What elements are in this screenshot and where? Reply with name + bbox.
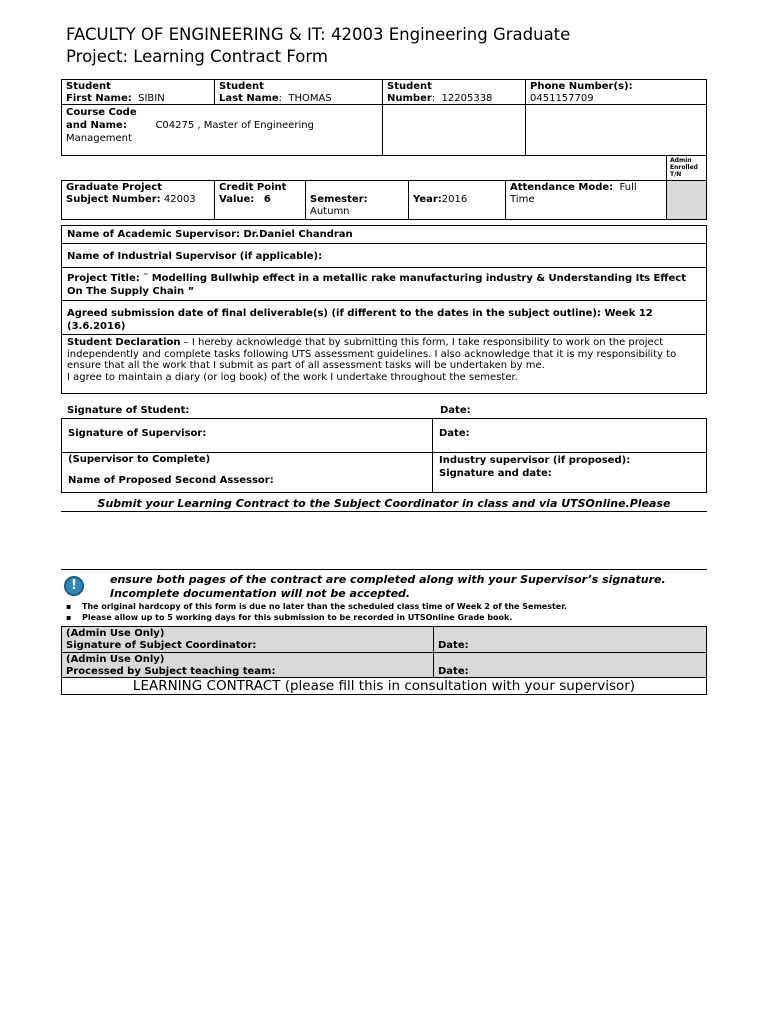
first-name-value: SIBIN [138, 93, 165, 104]
supervisor-date-label: Date: [439, 428, 470, 439]
phone-value: 0451157709 [530, 93, 594, 104]
supervisor-complete-label: (Supervisor to Complete) [68, 454, 211, 465]
year-cell[interactable] [408, 180, 506, 220]
student-number-cell[interactable]: Student Number: 12205338 [382, 79, 526, 105]
credit-label1: Credit Point [219, 182, 287, 193]
declaration-text2: independently and complete tasks following UTS assessment guidelines. I also acknowledge that it is my responsibility to [67, 348, 677, 360]
coordinator-signature-label: Signature of Subject Coordinator: [66, 640, 257, 651]
supervisor-date-cell[interactable] [432, 418, 707, 453]
first-name-label1: Student [66, 81, 111, 92]
subject-number-value: 42003 [163, 194, 196, 205]
bullet-item-1: ▪ The original hardcopy of this form is due no later than the scheduled class time of Week 2 of the Semester. [66, 602, 568, 611]
form-title-line2: Project: Learning Contract Form [66, 47, 328, 66]
credit-label2: Value: [219, 194, 255, 205]
declaration-text4: I agree to maintain a diary (or log book) of the work I undertake throughout the semester. [67, 371, 518, 383]
processed-date-cell[interactable] [433, 652, 707, 678]
warning-line1: ensure both pages of the contract are completed along with your Supervisor’s signature. [110, 573, 666, 586]
student-signature-label[interactable]: Signature of Student: [67, 405, 190, 416]
attendance-value1: Full [619, 182, 637, 193]
attendance-label: Attendance Mode: [510, 182, 614, 193]
admin-enrolled-line1: Admin [670, 157, 692, 164]
attendance-cell[interactable] [505, 180, 667, 220]
year-value: 2016 [441, 194, 468, 205]
admin-use-only-2: (Admin Use Only) [66, 654, 165, 665]
bullet-list [66, 601, 567, 623]
admin-enrolled-label [666, 155, 707, 181]
project-title-line1: Project Title: ¨ Modelling Bullwhip effect in a metallic rake manufacturing industry & Understanding Its Effect [67, 273, 686, 284]
submission-line1: Agreed submission date of final deliverable(s) (if different to the dates in the subject outline): Week 12 [67, 308, 653, 319]
submission-line2: (3.6.2016) [67, 321, 126, 332]
coordinator-date-label: Date: [438, 640, 469, 651]
student-signature-date[interactable]: Date: [440, 405, 471, 416]
supervisor-signature-cell[interactable] [61, 418, 433, 453]
last-name-label1: Student [219, 81, 264, 92]
credit-value: 6 [263, 194, 271, 205]
form-title-line1: FACULTY OF ENGINEERING & IT: 42003 Engineering Graduate [66, 25, 571, 44]
student-number-label2: Number [387, 93, 432, 104]
industry-supervisor-cell[interactable] [432, 452, 707, 493]
coordinator-date-cell[interactable] [433, 626, 707, 653]
student-first-name-cell[interactable] [61, 79, 215, 105]
industry-supervisor-label: Industry supervisor (if proposed): [439, 455, 631, 466]
second-assessor-label: Name of Proposed Second Assessor: [68, 475, 274, 486]
processed-by-cell[interactable] [61, 652, 434, 678]
student-number-label1: Student [387, 81, 432, 92]
last-name-label2: Last Name [219, 93, 279, 104]
last-name-value: THOMAS [288, 93, 332, 104]
phone-label: Phone Number(s): [530, 81, 633, 92]
course-value: C04275 , Master of Engineering [155, 120, 314, 131]
admin-enrolled-line3: T/N [670, 171, 682, 178]
exclamation-icon: ! [64, 576, 84, 596]
credit-point-cell[interactable] [214, 180, 306, 220]
subject-label2: Subject Number: [66, 194, 161, 205]
industrial-supervisor-row[interactable] [61, 243, 707, 268]
course-label1: Course Code [66, 107, 137, 118]
course-label2: and Name: [66, 120, 127, 131]
admin-enrolled-box [666, 180, 707, 220]
semester-label: Semester: [310, 194, 368, 205]
industry-signature-label: Signature and date: [439, 468, 552, 479]
declaration-text1: – I hereby acknowledge that by submitting this form, I take responsibility to work on the project [180, 337, 664, 348]
course-value2: Management [66, 133, 132, 144]
processed-date-label: Date: [438, 666, 469, 677]
student-last-name-cell[interactable]: Student Last Name: THOMAS [214, 79, 383, 105]
year-label: Year: [413, 194, 442, 205]
form-title [66, 24, 706, 68]
academic-supervisor-text: Name of Academic Supervisor: Dr.Daniel Chandran [67, 229, 353, 240]
warning-text [110, 573, 666, 601]
bullet-icon: ▪ [66, 613, 72, 622]
declaration-label: Student Declaration [67, 337, 181, 348]
warning-divider [61, 569, 707, 570]
subject-number-cell[interactable] [61, 180, 215, 220]
warning-line2: Incomplete documentation will not be accepted. [110, 587, 411, 600]
student-declaration-row [61, 334, 707, 394]
supervisor-signature-label: Signature of Supervisor: [68, 428, 207, 439]
subject-label1: Graduate Project [66, 182, 163, 193]
declaration-text3: ensure that all the work that I submit as part of all assessment tasks will be undertaken by me. [67, 360, 545, 371]
first-name-label2: First Name: [66, 93, 132, 104]
bullet-item-2: ▪ Please allow up to 5 working days for this submission to be recorded in UTSOnline Grade book. [66, 613, 513, 622]
project-title-line2: On The Supply Chain ” [67, 286, 195, 297]
industrial-supervisor-text: Name of Industrial Supervisor (if applicable): [67, 251, 323, 262]
submit-note: Submit your Learning Contract to the Subject Coordinator in class and via UTSOnline.Please [97, 497, 671, 510]
learning-contract-heading: LEARNING CONTRACT (please fill this in consultation with your supervisor) [61, 677, 707, 695]
academic-supervisor-row[interactable] [61, 225, 707, 244]
submit-divider [61, 511, 707, 512]
phone-cell[interactable] [525, 79, 707, 105]
coordinator-signature-cell[interactable] [61, 626, 434, 653]
student-number-value: 12205338 [441, 93, 493, 104]
processed-by-label: Processed by Subject teaching team: [66, 666, 276, 677]
bullet-icon: ▪ [66, 602, 72, 611]
second-assessor-cell[interactable] [61, 452, 433, 493]
semester-value: Autumn [310, 206, 350, 217]
course-extra-cell2 [525, 104, 707, 156]
course-extra-cell [382, 104, 526, 156]
admin-use-only-1: (Admin Use Only) [66, 628, 165, 639]
submission-date-row[interactable] [61, 300, 707, 335]
attendance-value2: Time [510, 194, 535, 205]
course-cell[interactable] [61, 104, 383, 156]
project-title-row[interactable] [61, 267, 707, 301]
admin-enrolled-line2: Enrolled [670, 164, 698, 171]
semester-cell[interactable] [305, 180, 409, 220]
